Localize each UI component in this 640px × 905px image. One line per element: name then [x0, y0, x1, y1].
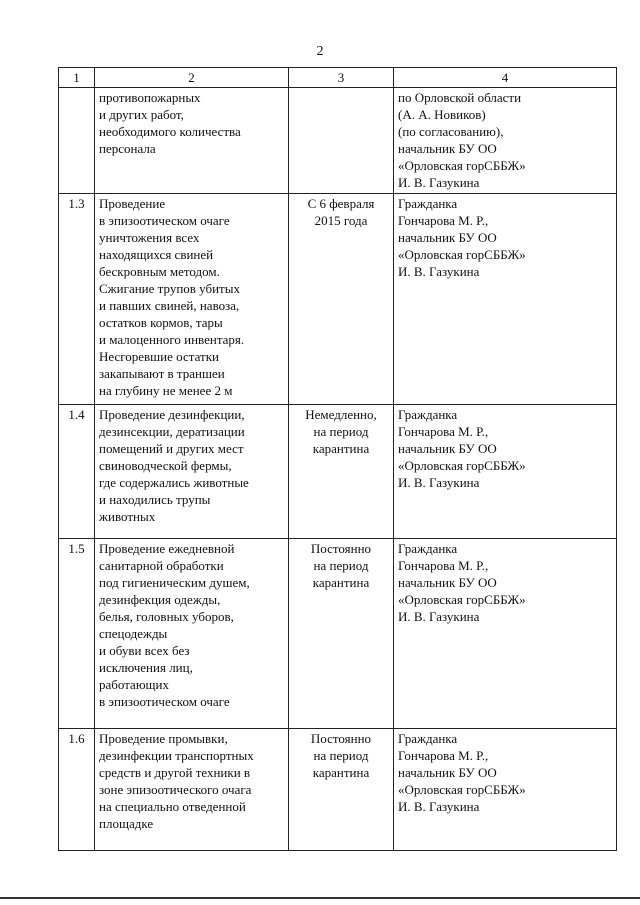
responsible-line: Гражданка	[398, 541, 458, 556]
responsible-line: Гончарова М. Р.,	[398, 558, 489, 573]
action-line: Проведение	[99, 196, 166, 211]
item-number	[59, 88, 95, 194]
term-line: карантина	[312, 441, 370, 456]
responsible-line: «Орловская горСББЖ»	[398, 458, 526, 473]
action-line: работающих	[99, 677, 170, 692]
responsible-line: Гражданка	[398, 731, 458, 746]
column-header-term: 3	[289, 68, 394, 88]
term-cell	[289, 539, 394, 729]
term-line: карантина	[312, 765, 370, 780]
action-line: бескровным методом.	[99, 264, 220, 279]
action-line: под гигиеническим душем,	[99, 575, 250, 590]
responsible-line: начальник БУ ОО	[398, 230, 497, 245]
term-line: С 6 февраля	[307, 196, 375, 211]
item-number: 1.3	[59, 194, 95, 405]
term-line: 2015 года	[314, 213, 368, 228]
action-line: площадке	[99, 816, 154, 831]
measures-table	[58, 67, 617, 851]
page-number: 2	[316, 44, 324, 59]
action-line: находящихся свиней	[99, 247, 214, 262]
action-line: свиноводческой фермы,	[99, 458, 232, 473]
item-number: 1.4	[59, 405, 95, 539]
action-line: санитарной обработки	[99, 558, 224, 573]
action-line: в эпизоотическом очаге	[99, 694, 230, 709]
action-line: и находились трупы	[99, 492, 211, 507]
action-line: зоне эпизоотического очага	[99, 782, 252, 797]
responsible-line: «Орловская горСББЖ»	[398, 247, 526, 262]
action-line: дезинфекции транспортных	[99, 748, 254, 763]
action-line: Проведение промывки,	[99, 731, 228, 746]
action-line: дезинфекция одежды,	[99, 592, 221, 607]
scan-edge-line	[0, 897, 640, 899]
responsible-line: начальник БУ ОО	[398, 575, 497, 590]
action-cell	[95, 729, 289, 851]
responsible-line: по Орловской области	[398, 90, 522, 105]
action-line: Проведение дезинфекции,	[99, 407, 245, 422]
action-line: Несгоревшие остатки	[99, 349, 219, 364]
table-row	[59, 194, 617, 405]
action-line: на специально отведенной	[99, 799, 246, 814]
item-number: 1.6	[59, 729, 95, 851]
action-line: белья, головных уборов,	[99, 609, 234, 624]
action-line: уничтожения всех	[99, 230, 200, 245]
action-cell	[95, 88, 289, 194]
responsible-line: (по согласованию),	[398, 124, 504, 139]
responsible-line: Гончарова М. Р.,	[398, 213, 489, 228]
term-line: карантина	[312, 575, 370, 590]
action-line: остатков кормов, тары	[99, 315, 223, 330]
action-line: противопожарных	[99, 90, 201, 105]
action-line: дезинсекции, дератизации	[99, 424, 245, 439]
action-line: на глубину не менее 2 м	[99, 383, 233, 398]
column-header-action: 2	[95, 68, 289, 88]
action-cell	[95, 405, 289, 539]
term-cell	[289, 194, 394, 405]
action-line: в эпизоотическом очаге	[99, 213, 230, 228]
term-line: на период	[313, 424, 369, 439]
term-line: Немедленно,	[305, 407, 377, 422]
action-cell	[95, 194, 289, 405]
action-line: животных	[99, 509, 156, 524]
action-line: и малоценного инвентаря.	[99, 332, 245, 347]
term-line: Постоянно	[310, 731, 372, 746]
action-line: где содержались животные	[99, 475, 249, 490]
action-line: необходимого количества	[99, 124, 241, 139]
responsible-line: Гражданка	[398, 407, 458, 422]
responsible-line: И. В. Газукина	[398, 264, 480, 279]
action-line: спецодежды	[99, 626, 168, 641]
responsible-line: Гражданка	[398, 196, 458, 211]
responsible-line: И. В. Газукина	[398, 475, 480, 490]
action-line: помещений и других мест	[99, 441, 244, 456]
column-header-responsible: 4	[394, 68, 617, 88]
action-line: и других работ,	[99, 107, 184, 122]
responsible-line: начальник БУ ОО	[398, 765, 497, 780]
term-line: на период	[313, 558, 369, 573]
action-line: Сжигание трупов убитых	[99, 281, 240, 296]
action-line: средств и другой техники в	[99, 765, 251, 780]
table-row	[59, 539, 617, 729]
action-line: персонала	[99, 141, 156, 156]
term-line: Постоянно	[310, 541, 372, 556]
action-line: и павших свиней, навоза,	[99, 298, 240, 313]
responsible-line: Гончарова М. Р.,	[398, 424, 489, 439]
term-cell	[289, 729, 394, 851]
responsible-line: И. В. Газукина	[398, 609, 480, 624]
action-line: закапывают в траншеи	[99, 366, 225, 381]
responsible-line: «Орловская горСББЖ»	[398, 158, 526, 173]
responsible-line: «Орловская горСББЖ»	[398, 592, 526, 607]
table-row	[59, 88, 617, 194]
table-row	[59, 729, 617, 851]
column-header-number: 1	[59, 68, 95, 88]
table-row	[59, 405, 617, 539]
responsible-line: начальник БУ ОО	[398, 441, 497, 456]
term-cell	[289, 88, 394, 194]
term-cell	[289, 405, 394, 539]
responsible-cell	[394, 194, 617, 405]
action-line: исключения лиц,	[99, 660, 193, 675]
table-body	[59, 88, 617, 851]
action-line: и обуви всех без	[99, 643, 190, 658]
responsible-cell	[394, 729, 617, 851]
responsible-cell	[394, 405, 617, 539]
responsible-line: И. В. Газукина	[398, 799, 480, 814]
responsible-line: И. В. Газукина	[398, 175, 480, 190]
responsible-cell	[394, 539, 617, 729]
responsible-line: «Орловская горСББЖ»	[398, 782, 526, 797]
table-header	[59, 68, 617, 88]
action-cell	[95, 539, 289, 729]
term-line: на период	[313, 748, 369, 763]
responsible-cell	[394, 88, 617, 194]
responsible-line: начальник БУ ОО	[398, 141, 497, 156]
responsible-line: (А. А. Новиков)	[398, 107, 486, 122]
action-line: Проведение ежедневной	[99, 541, 235, 556]
item-number: 1.5	[59, 539, 95, 729]
header-row	[59, 68, 617, 88]
responsible-line: Гончарова М. Р.,	[398, 748, 489, 763]
